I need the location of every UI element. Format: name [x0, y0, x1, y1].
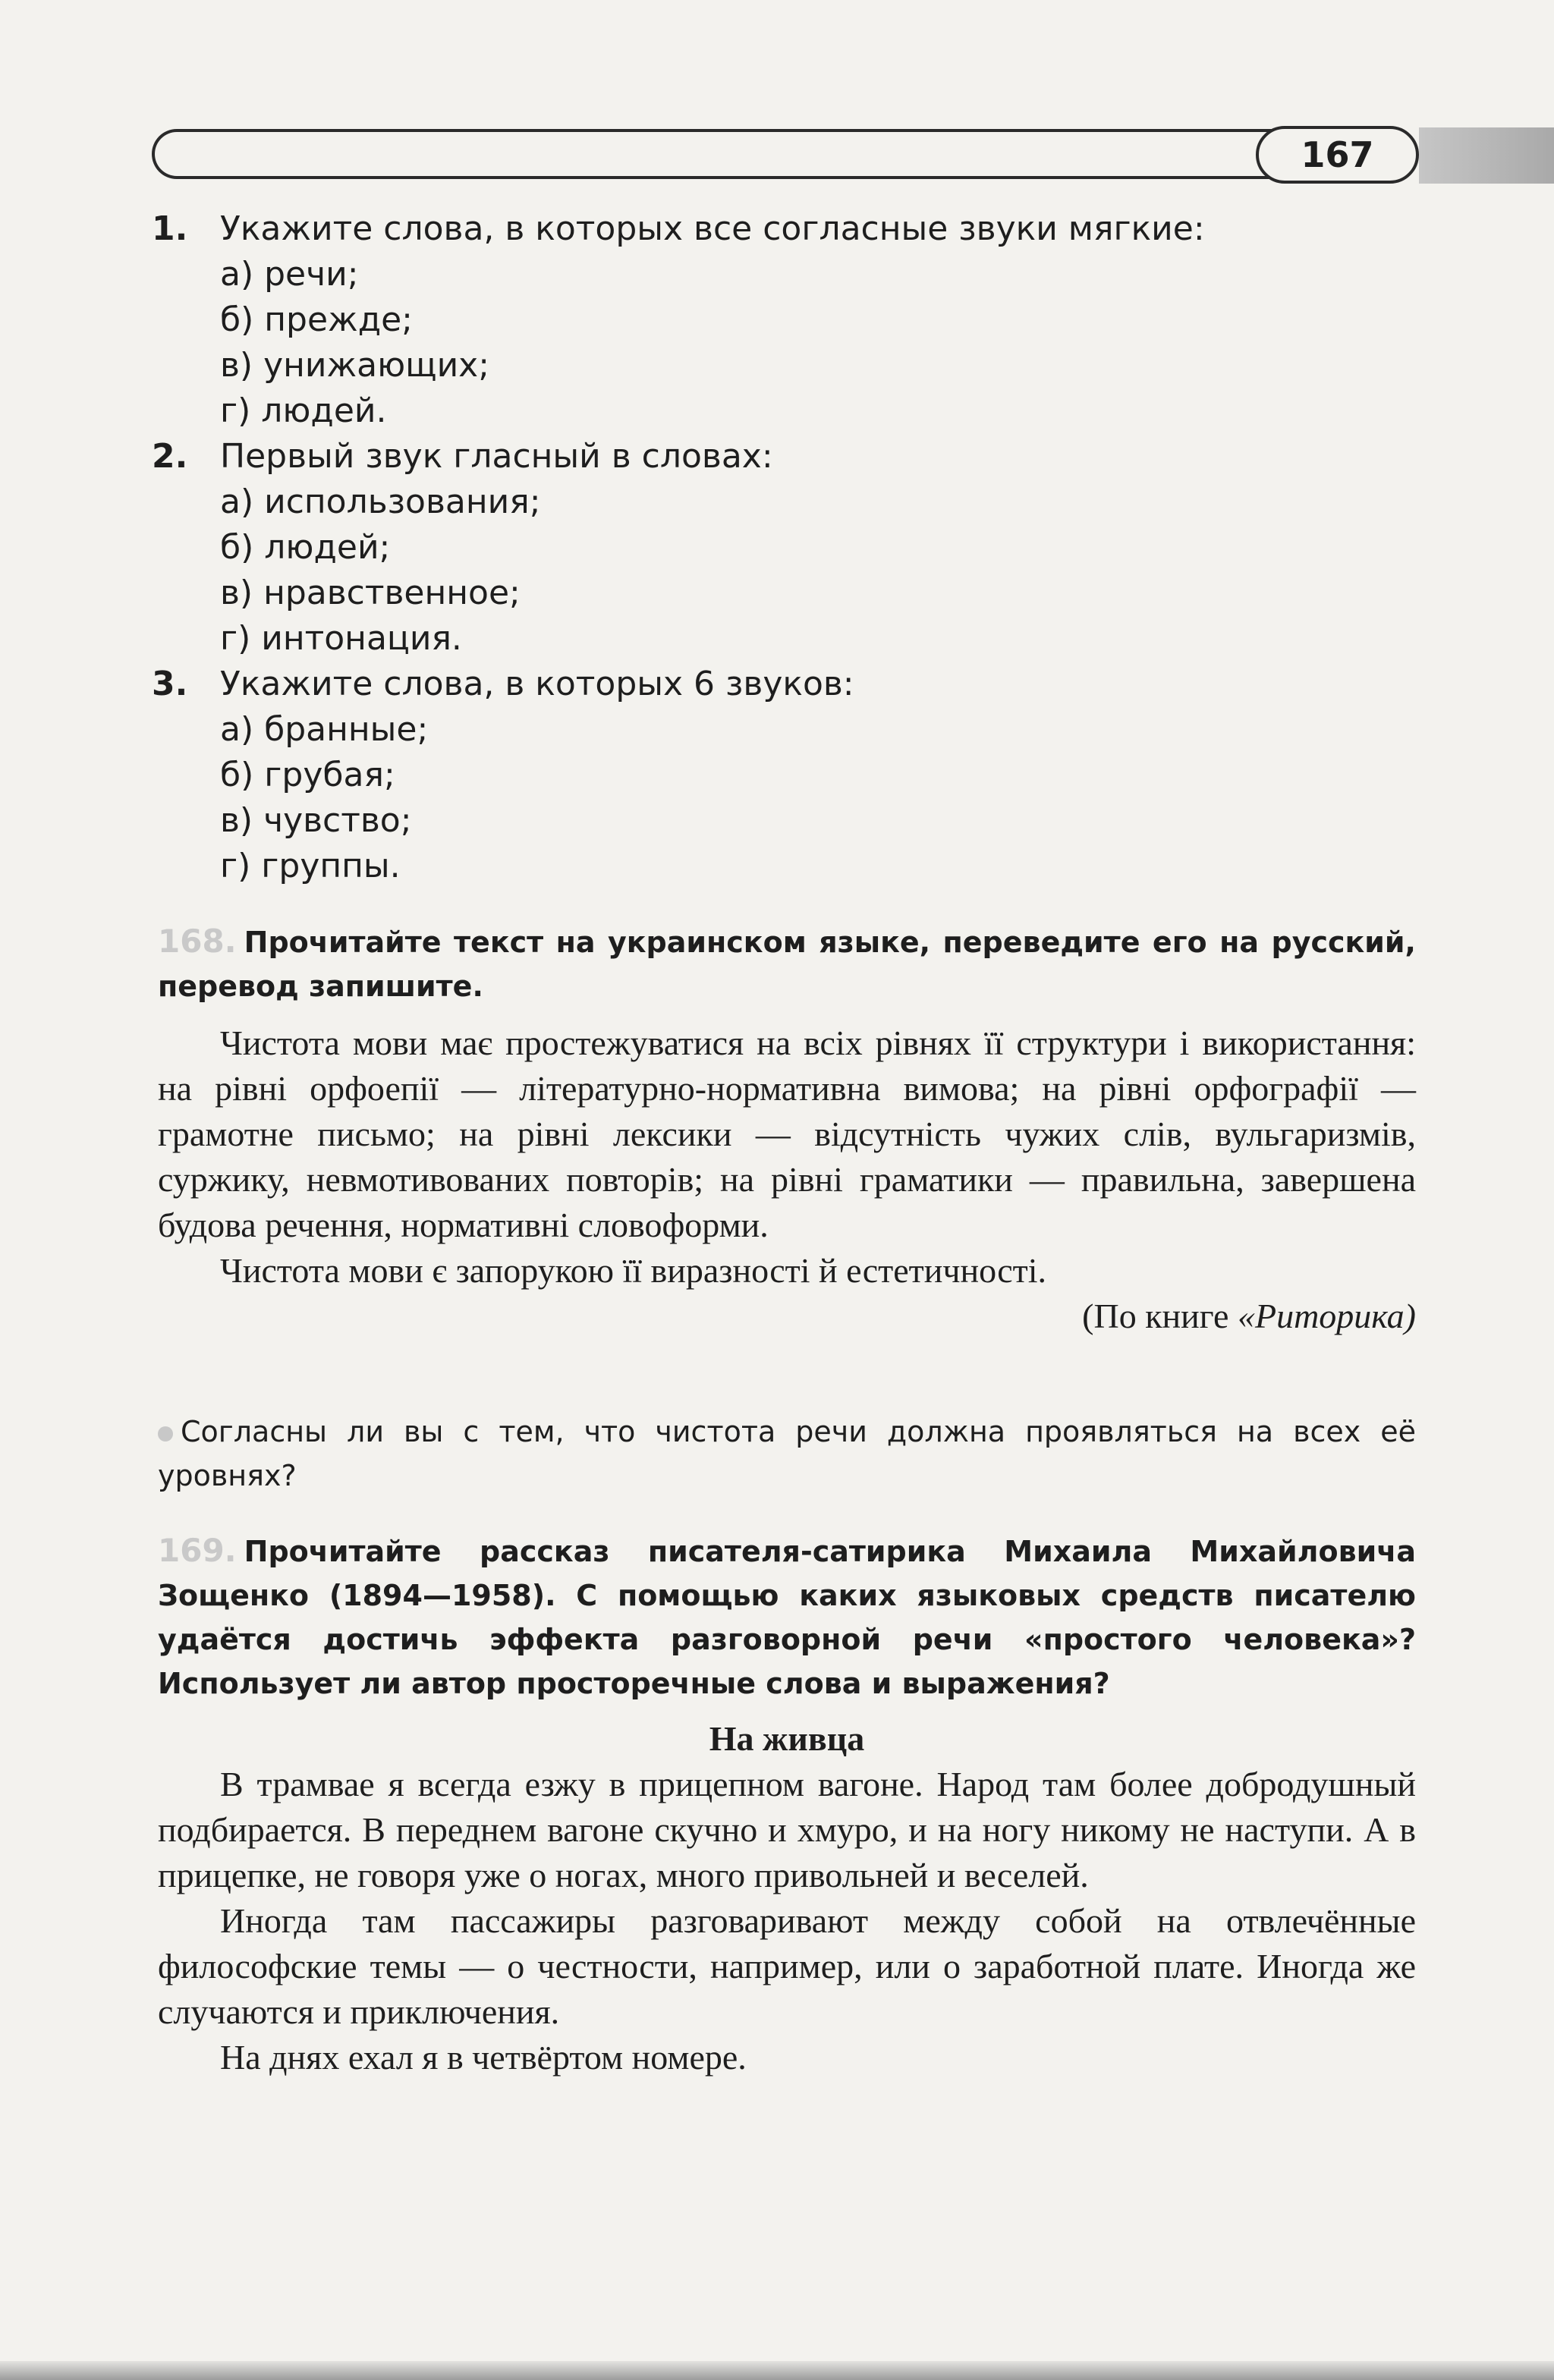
instruction-text: Прочитайте текст на украинском языке, переведите его на русский, перевод запишите. [158, 926, 1416, 1003]
ukrainian-text [158, 1020, 1416, 1339]
story-paragraph: В трамвае я всегда езжу в прицепном вагоне. Народ там более добродушный подбирается. В переднем вагоне скучно и хмуро, и на ногу никому не наступи. А в прицепке, не говоря уже о ногах, много привольней и веселей. [158, 1765, 1416, 1894]
task-option: б) людей; [220, 528, 391, 567]
story-paragraph: На днях ехал я в четвёртом номере. [220, 2038, 747, 2077]
task-option: г) людей. [220, 391, 387, 430]
task-option: а) бранные; [220, 710, 429, 749]
task-option: г) группы. [220, 847, 401, 885]
task-question: Укажите слова, в которых все согласные звуки мягкие: [220, 209, 1205, 248]
story-paragraph: Иногда там пассажиры разговаривают между собой на отвлечённые философские темы — о честности, например, или о заработной плате. Иногда же случаются и приключения. [158, 1901, 1416, 2031]
header-rule [152, 129, 1282, 179]
citation [158, 1294, 1416, 1339]
question-text: Согласны ли вы с тем, что чистота речи должна проявляться на всех её уровнях? [158, 1415, 1416, 1492]
text-paragraph: Чистота мови є запорукою її виразності й естетичності. [220, 1251, 1047, 1290]
task-2 [152, 434, 1442, 662]
page-corner-shade [1419, 127, 1554, 184]
task-option: а) использования; [220, 483, 541, 521]
task-number: 3. [152, 665, 188, 703]
exercise-number: 169. [158, 1532, 237, 1569]
exercise-169-instruction [158, 1529, 1416, 1706]
instruction-text: Прочитайте рассказ писателя-сатирика Михаила Михайловича Зощенко (1894—1958). С помощью каких языковых средств писателю удаётся достичь эффекта разговорной речи «простого человека»? Использует ли автор просторечные слова и выражения? [158, 1535, 1416, 1700]
task-1 [152, 206, 1442, 434]
task-option: б) прежде; [220, 300, 414, 339]
task-option: в) унижающих; [220, 346, 490, 385]
task-3 [152, 662, 1442, 889]
citation-title: «Риторика) [1237, 1297, 1416, 1335]
text-paragraph: Чистота мови має простежуватися на всіх рівнях її структури і використання: на рівні орфоепії — літературно-нормативна вимова; на рівні орфографії — грамотне письмо; на рівні лексики — відсутність чужих слів, вульгаризмів, суржику, невмотивованих повторів; на рівні граматики — правильна, завершена будова речення, нормативні словоформи. [158, 1023, 1416, 1244]
task-option: г) интонация. [220, 619, 462, 658]
page-number: 167 [1256, 126, 1419, 184]
task-number: 1. [152, 209, 188, 248]
task-option: в) чувство; [220, 801, 412, 840]
story-title: На живца [709, 1719, 865, 1758]
task-option: а) речи; [220, 255, 359, 294]
page-bottom-edge [0, 2361, 1554, 2380]
task-question: Укажите слова, в которых 6 звуков: [220, 665, 854, 703]
task-option: б) грубая; [220, 756, 395, 794]
bullet-icon [158, 1426, 173, 1442]
exercise-number: 168. [158, 923, 237, 960]
task-question: Первый звук гласный в словах: [220, 437, 773, 476]
citation-prefix: (По книге [1082, 1297, 1238, 1335]
exercise-168-instruction [158, 920, 1416, 1008]
discussion-question [158, 1410, 1416, 1498]
story-text [158, 1762, 1416, 2080]
test-tasks [152, 206, 1442, 889]
task-number: 2. [152, 437, 188, 476]
task-option: в) нравственное; [220, 574, 521, 612]
